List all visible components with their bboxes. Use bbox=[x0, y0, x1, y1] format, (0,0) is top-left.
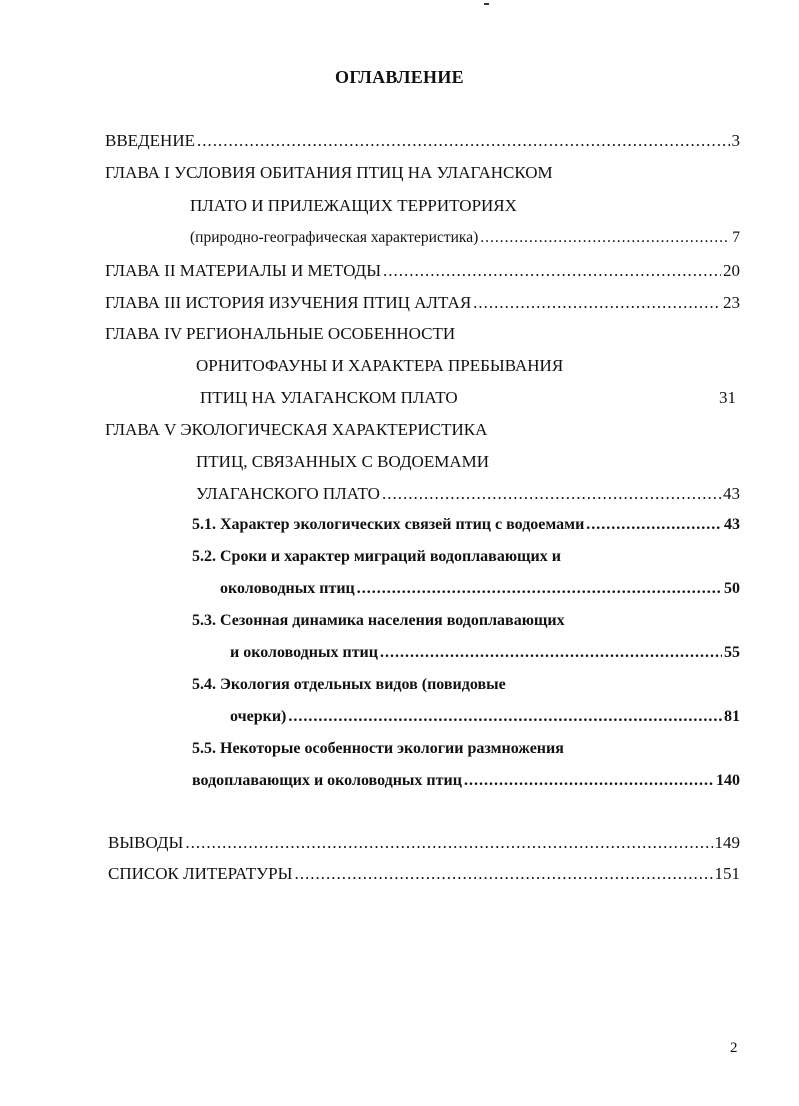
toc-title: ОГЛАВЛЕНИЕ bbox=[335, 67, 464, 87]
dot-leader bbox=[357, 580, 722, 598]
toc-entry-page: 23 bbox=[723, 293, 740, 312]
toc-section-5-1 bbox=[192, 516, 740, 534]
toc-entry-chapter-3 bbox=[105, 293, 740, 313]
dot-leader bbox=[197, 131, 730, 151]
toc-entry-chapter-5-cont: ПТИЦ, СВЯЗАННЫХ С ВОДОЕМАМИ bbox=[196, 452, 489, 471]
toc-entry-chapter-1: ГЛАВА I УСЛОВИЯ ОБИТАНИЯ ПТИЦ НА УЛАГАНСКОМ bbox=[105, 163, 553, 182]
toc-section-label: околоводных птиц bbox=[220, 580, 355, 597]
dot-leader bbox=[464, 772, 714, 790]
toc-entry-page: 149 bbox=[714, 833, 740, 852]
toc-section-5-2: 5.2. Сроки и характер миграций водоплавающих и bbox=[192, 548, 561, 565]
toc-entry-chapter-5: ГЛАВА V ЭКОЛОГИЧЕСКАЯ ХАРАКТЕРИСТИКА bbox=[105, 420, 488, 439]
toc-section-5-3-cont bbox=[230, 644, 740, 662]
toc-section-5-5: 5.5. Некоторые особенности экологии размножения bbox=[192, 740, 564, 757]
dot-leader bbox=[473, 293, 721, 313]
dot-leader bbox=[480, 229, 730, 247]
toc-section-page: 50 bbox=[724, 580, 740, 597]
toc-entry-label: ВВЕДЕНИЕ bbox=[105, 131, 195, 150]
toc-section-5-4-cont bbox=[230, 708, 740, 726]
toc-entry-chapter-4-cont: ОРНИТОФАУНЫ И ХАРАКТЕРА ПРЕБЫВАНИЯ bbox=[196, 356, 564, 375]
toc-section-5-4: 5.4. Экология отдельных видов (повидовые bbox=[192, 676, 506, 693]
dot-leader bbox=[294, 864, 712, 884]
toc-entry-chapter-1-last bbox=[190, 229, 740, 247]
dot-leader bbox=[185, 833, 712, 853]
toc-entry-page: 7 bbox=[732, 229, 740, 246]
toc-entry-chapter-4-last: ПТИЦ НА УЛАГАНСКОМ ПЛАТО bbox=[200, 388, 458, 407]
toc-entry-page: 151 bbox=[714, 864, 740, 883]
toc-entry-page: 43 bbox=[723, 484, 740, 503]
page-number: 2 bbox=[730, 1040, 738, 1056]
dot-leader bbox=[383, 261, 721, 281]
dot-leader bbox=[382, 484, 721, 504]
toc-entry-chapter-5-last bbox=[196, 484, 740, 504]
toc-section-page: 140 bbox=[716, 772, 740, 789]
toc-entry-label: СПИСОК ЛИТЕРАТУРЫ bbox=[108, 864, 293, 883]
toc-section-label: водоплавающих и околоводных птиц bbox=[192, 772, 462, 789]
toc-entry-chapter-2 bbox=[105, 261, 740, 281]
toc-section-5-2-cont bbox=[220, 580, 740, 598]
dot-leader bbox=[586, 516, 722, 534]
toc-entry-references bbox=[108, 864, 740, 884]
toc-section-page: 55 bbox=[724, 644, 740, 661]
toc-section-5-5-cont bbox=[192, 772, 740, 790]
toc-entry-chapter-4: ГЛАВА IV РЕГИОНАЛЬНЫЕ ОСОБЕННОСТИ bbox=[105, 324, 456, 343]
toc-section-label: и околоводных птиц bbox=[230, 644, 378, 661]
toc-section-page: 43 bbox=[724, 516, 740, 533]
toc-entry-label: ВЫВОДЫ bbox=[108, 833, 184, 852]
dot-leader bbox=[380, 644, 722, 662]
dot-leader bbox=[288, 708, 722, 726]
toc-section-label: очерки) bbox=[230, 708, 287, 725]
toc-entry-chapter-1-cont: ПЛАТО И ПРИЛЕЖАЩИХ ТЕРРИТОРИЯХ bbox=[190, 196, 517, 215]
toc-entry-label: ГЛАВА III ИСТОРИЯ ИЗУЧЕНИЯ ПТИЦ АЛТАЯ bbox=[105, 293, 472, 312]
toc-section-5-3: 5.3. Сезонная динамика населения водоплавающих bbox=[192, 612, 565, 629]
toc-entry-label: УЛАГАНСКОГО ПЛАТО bbox=[196, 484, 380, 503]
toc-entry-label: (природно-географическая характеристика) bbox=[190, 229, 479, 246]
toc-section-page: 81 bbox=[724, 708, 740, 725]
toc-entry-page: 31 bbox=[719, 388, 736, 407]
toc-entry-introduction bbox=[105, 131, 740, 151]
toc-entry-label: ГЛАВА II МАТЕРИАЛЫ И МЕТОДЫ bbox=[105, 261, 382, 280]
toc-section-label: 5.1. Характер экологических связей птиц с водоемами bbox=[192, 516, 585, 533]
toc-entry-page: 20 bbox=[723, 261, 740, 280]
toc-entry-page: 3 bbox=[731, 131, 740, 150]
toc-entry-conclusions bbox=[108, 833, 740, 853]
scan-speck bbox=[484, 3, 489, 5]
